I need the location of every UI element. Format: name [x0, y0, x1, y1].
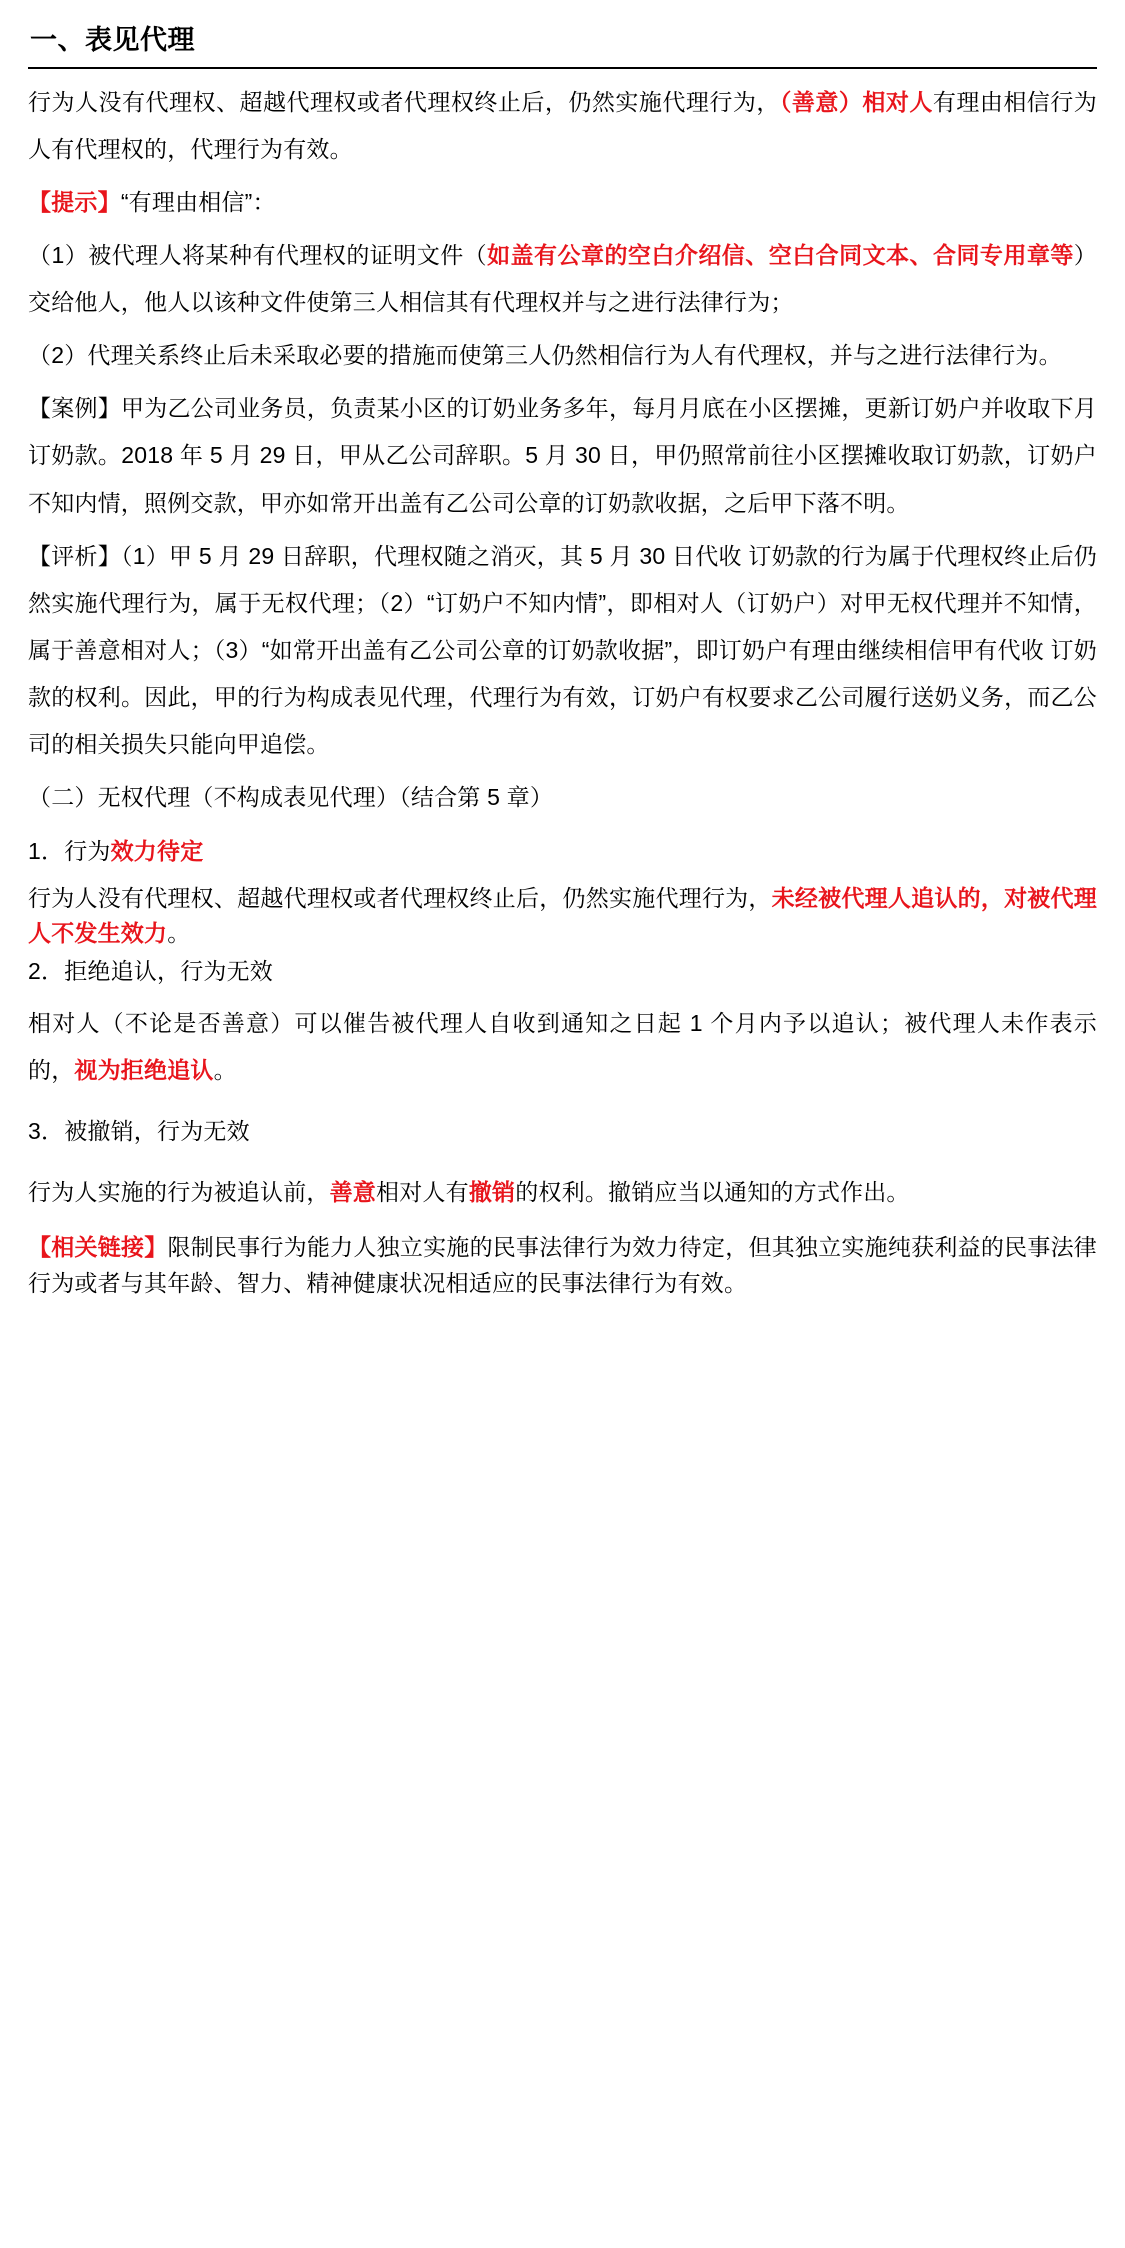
paragraph-item-1-title: [28, 828, 1097, 875]
text-run: 。: [167, 920, 191, 947]
text-run: 限制民事行为能力人独立实施的民事法律行为效力待定，但其独立实施纯获利益的民事法律行为或者与其年龄、智力、精神健康状况相适应的民事法律行为有效。: [28, 1234, 1098, 1296]
text-run: （2）代理关系终止后未采取必要的措施而使第三人仍然相信行为人有代理权，并与之进行法律行为。: [28, 342, 1062, 369]
text-run: “有理由相信”：: [120, 188, 276, 215]
spacer: [28, 1100, 1097, 1108]
text-run: 有理由相信行为人有代理权的，代理行为有效。: [28, 88, 1097, 162]
paragraph-definition: [28, 79, 1097, 173]
paragraph-item-1-body: [28, 881, 1097, 952]
text-run: 视为拒绝追认: [74, 1056, 214, 1083]
text-run: 行为人没有代理权、超越代理权或者代理权终止后，仍然实施代理行为，: [28, 884, 772, 911]
text-run: 效力待定: [110, 837, 204, 864]
spacer: [28, 1222, 1097, 1230]
page-title: 一、表见代理: [30, 25, 195, 55]
text-run: 甲为乙公司业务员，负责某小区的订奶业务多年，每月月底在小区摆摊，更新订奶户并收取下月订奶款。2018 年 5 月 29 日，甲从乙公司辞职。5 月 30 日，甲仍照常前往小区摆摊收取订奶款，订奶户不知内情，照例交款，甲亦如常开出盖有乙公司公章的订奶款收据，之后甲下落不明。: [28, 395, 1097, 516]
paragraph-related-link: [28, 1230, 1097, 1301]
text-run: 未经被代理人追认的，对被代理人不发生效力: [28, 884, 1097, 947]
spacer: [28, 992, 1097, 1000]
paragraph-item-2-title: [28, 954, 1097, 990]
text-run: 善意: [329, 1179, 377, 1206]
text-run: 相对人（不论是否善意）可以催告被代理人自收到通知之日起 1 个月内予以追认；被代理人未作表示的，: [28, 1009, 1097, 1083]
paragraph-analysis: [28, 533, 1097, 769]
paragraph-item-2-body: [28, 1000, 1097, 1094]
text-run: （善意）相对人: [779, 88, 933, 115]
text-run: 2．拒绝追认，行为无效: [28, 958, 273, 985]
paragraph-tip-title: [28, 179, 1097, 226]
text-run: 相对人有: [376, 1179, 469, 1206]
paragraph-item-3-body: [28, 1169, 1097, 1216]
title-divider: [28, 67, 1097, 69]
paragraph-section-two-title: [28, 774, 1097, 821]
paragraph-tip-item-1: [28, 232, 1097, 326]
paragraph-case: [28, 385, 1097, 526]
text-run: 行为人没有代理权、超越代理权或者代理权终止后，仍然实施代理行为，: [28, 88, 780, 115]
spacer: [28, 1161, 1097, 1169]
text-run: 【评析】（1）甲 5 月 29 日辞职，代理权随之消灭，其 5 月 30 日代收 订奶款的行为属于代理权终止后仍然实施代理行为，属于无权代理；（2）“订奶户不知内情”，即相对人（订奶户）对甲无权代理并不知情，属于善意相对人；（3）“如常开出盖有乙公司公章的订奶款收据”，即订奶户有理由继续相信甲有代收 订奶款的权利。因此，甲的行为构成表见代理，代理行为有效，订奶户有权要求乙公司履行送奶义务，而乙公司的相关损失只能向甲追偿。: [28, 542, 1097, 758]
text-run: 【案例】: [28, 395, 121, 422]
text-run: 的权利。撤销应当以通知的方式作出。: [515, 1179, 910, 1206]
text-run: （1）被代理人将某种有代理权的证明文件（: [28, 241, 488, 268]
text-run: 撤销: [468, 1179, 516, 1206]
text-run: 【相关链接】: [28, 1234, 168, 1261]
text-run: 1．行为: [28, 837, 111, 864]
text-run: （二）无权代理（不构成表见代理）（结合第 5 章）: [28, 784, 554, 811]
paragraph-tip-item-2: [28, 332, 1097, 379]
text-run: ）交给他人，他人以该种文件使第三人相信其有代理权并与之进行法律行为；: [28, 241, 1097, 316]
text-run: 【提示】: [28, 188, 121, 215]
text-run: 。: [213, 1056, 237, 1083]
text-run: 行为人实施的行为被追认前，: [28, 1179, 330, 1206]
text-run: 如盖有公章的空白介绍信、空白合同文本、合同专用章等: [487, 241, 1074, 268]
text-run: 3．被撤销，行为无效: [28, 1117, 250, 1144]
paragraph-item-3-title: [28, 1108, 1097, 1155]
